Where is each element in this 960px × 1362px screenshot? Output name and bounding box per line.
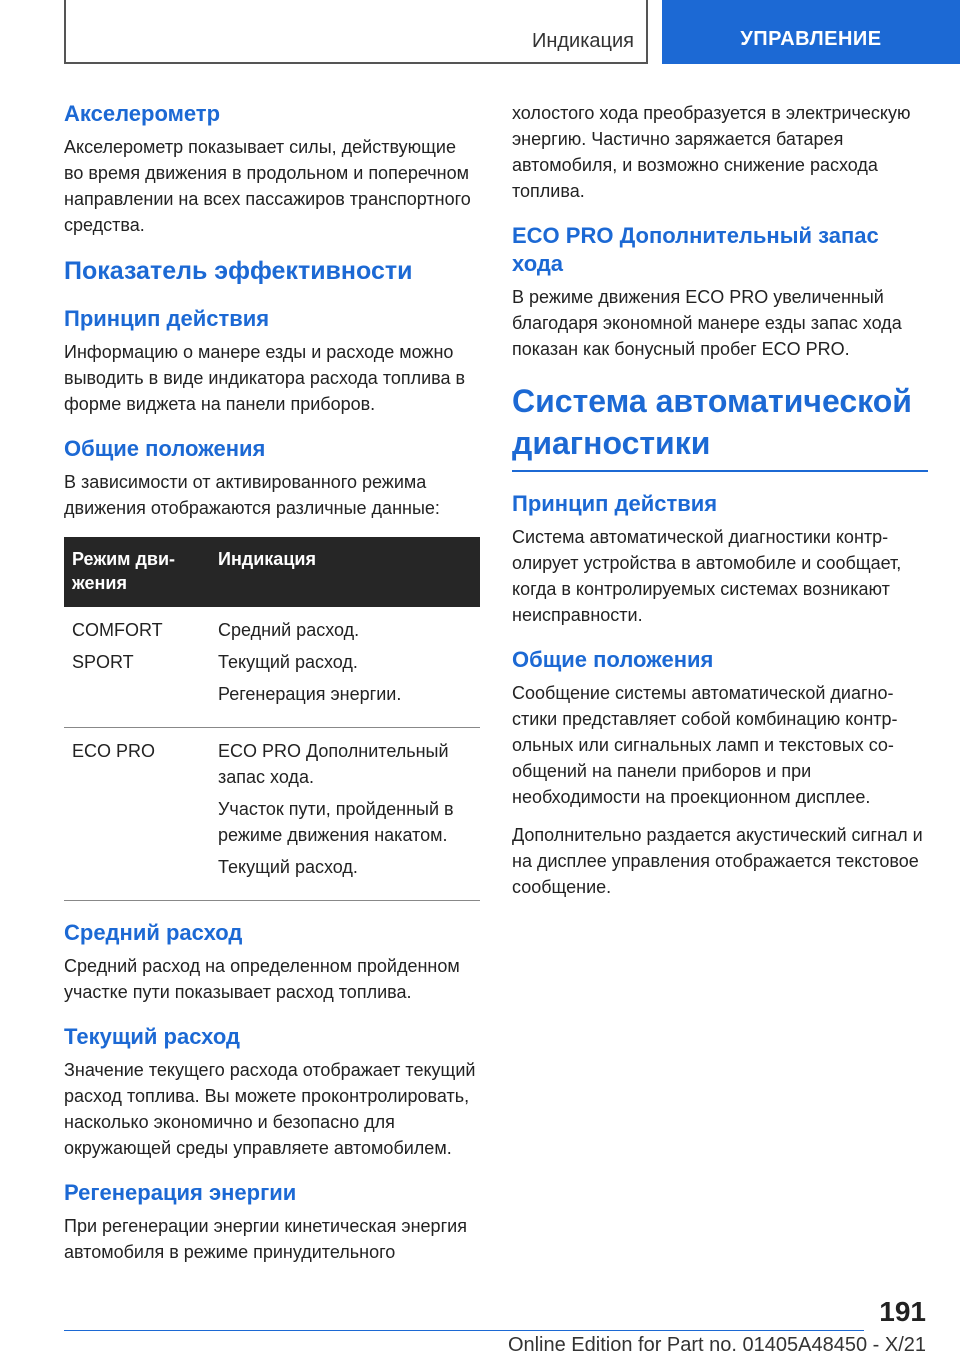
mode-cell: ECO PRO (72, 741, 156, 761)
left-column (64, 100, 480, 1265)
diagnostics-heading: Система автоматической диагностики (512, 383, 912, 461)
table-row (64, 728, 480, 901)
accelerometer-text: Акселерометр показывает силы, действующие во время движения в продольном и поперечном направлении на всех пассажиров транспортного средства. (64, 137, 471, 235)
right-column (512, 100, 928, 900)
general-text: В зависимости от активированного режима движения отображаются различные данные: (64, 472, 440, 518)
regeneration-text-continued: холостого хода преобразуется в электрическую энергию. Частично заряжается батарея автомобиля, и возможно снижение расхода топлива. (512, 103, 911, 201)
indication-cell: ECO PRO Дополнительный запас хода. (218, 741, 449, 787)
regeneration-heading: Регенерация энергии (64, 1180, 297, 1205)
footer-edition[interactable]: Online Edition for Part no. 01405A48450 - X/21 (507, 1334, 926, 1356)
accelerometer-heading: Акселерометр (64, 101, 221, 126)
table-header-mode: Режим движения (64, 537, 210, 607)
average-consumption-text: Средний расход на определенном пройденном участке пути показывает расход топлива. (64, 956, 460, 1002)
diag-principle-text: Система автоматической диагностики контролирует устройства в автомобиле и сообщает, когда в контролируемых системах возникают неисправности. (512, 527, 902, 625)
average-consumption-heading: Средний расход (64, 920, 243, 945)
table-row (64, 607, 480, 728)
eco-pro-heading: ECO PRO Дополнительный запас хода (512, 223, 879, 276)
indication-cell: Средний расход. (218, 620, 360, 640)
eco-pro-text: В режиме движения ECO PRO увеличенный благодаря экономной манере езды запас хода показан как бонусный пробег ECO PRO. (512, 287, 902, 359)
page-number: 191 (879, 1296, 926, 1327)
modes-table (64, 537, 480, 901)
principle-heading: Принцип действия (64, 306, 270, 331)
mode-cell: SPORT (72, 652, 134, 672)
diag-general-text-2: Дополнительно раздается акустический сигнал и на дисплее управления отображается текстовое сообщение. (512, 825, 923, 897)
principle-text: Информацию о манере езды и расходе можно выводить в виде индикатора расхода топлива в форме виджета на панели приборов. (64, 342, 466, 414)
diag-general-heading: Общие положения (512, 647, 714, 672)
regeneration-text: При регенерации энергии кинетическая энергия автомобиля в режиме принудительного (64, 1216, 467, 1262)
current-consumption-text: Значение текущего расхода отображает текущий расход топлива. Вы можете проконтролировать, насколько экономично и безопасно для окружающей среды управляете автомобилем. (64, 1060, 476, 1158)
indication-cell: Текущий расход. (218, 652, 358, 672)
diag-principle-heading: Принцип действия (512, 491, 718, 516)
indication-cell: Участок пути, пройденный в режиме движения накатом. (218, 799, 454, 845)
indication-cell: Текущий расход. (218, 857, 358, 877)
current-consumption-heading: Текущий расход (64, 1024, 240, 1049)
footer-divider (64, 1330, 864, 1331)
header-section-title: Индикация (531, 30, 634, 52)
indication-cell: Регенерация энергии. (218, 684, 402, 704)
efficiency-heading: Показатель эффективности (64, 257, 413, 285)
general-heading: Общие положения (64, 436, 266, 461)
diag-general-text-1: Сообщение системы автоматической диагностики представляет собой комбинацию контрольных или сигнальных ламп и текстовых сообщений на панели приборов и при необходимости на проекционном дисплее. (512, 683, 898, 807)
header-section-box (64, 0, 648, 64)
chapter-tab[interactable]: УПРАВЛЕНИЕ (662, 0, 960, 64)
section-divider (512, 470, 928, 472)
table-header-indication: Индикация (210, 537, 480, 607)
mode-cell: COMFORT (72, 620, 163, 640)
